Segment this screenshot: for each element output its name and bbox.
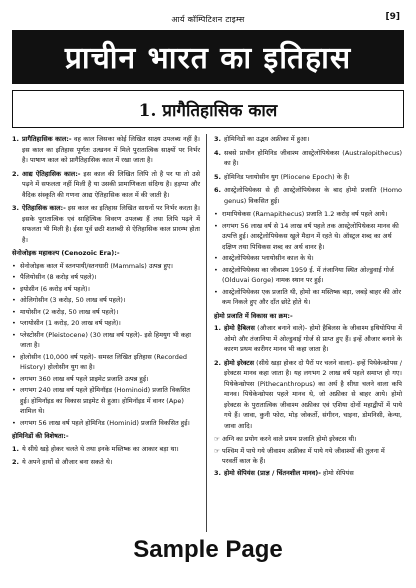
definition-item	[12, 134, 200, 166]
page-number: [9]	[385, 12, 400, 22]
list-item: • आस्ट्रेलोपिथेकस का जीवाश्म 1959 ई. में तंजानिया स्थित ओल्डुवाई गोर्ज (Olduvai Gorge) नामक स्थान पर हुई।	[214, 265, 402, 286]
chapter-title: 1. प्रागैतिहासिक काल	[138, 101, 278, 121]
item-number: 2.	[214, 358, 221, 367]
list-item: • ओलिगोसीन (3 करोड़, 50 लाख वर्ष पहले)।	[12, 295, 200, 306]
list-item: • पैलियोसीन (8 करोड़ वर्ष पहले)।	[12, 272, 200, 283]
item-text: सबसे प्राचीन होमिनिड जीवाश्म आस्ट्रेलोपिथेकस (Australopithecus) का है।	[224, 148, 402, 167]
list-item: • सेनोजोइक काल में स्तनपायी/स्तनधारी (Mammals) उत्पन्न हुए।	[12, 261, 200, 272]
list-item	[214, 468, 402, 479]
publication-name: आर्य कॉम्पिटिशन टाइम्स	[171, 15, 245, 24]
section-heading: होमिनिडों की विशेषता:-	[12, 432, 69, 440]
list-item	[214, 185, 402, 206]
left-column	[12, 134, 200, 471]
definition-item	[12, 203, 200, 245]
book-title: प्राचीन भारत का इतिहास	[64, 41, 352, 76]
right-column	[214, 134, 402, 481]
item-number: 2.	[12, 169, 19, 178]
definition-text: इस काल की लिखित लिपि तो है पर या तो उसे पढ़ने में सफलता नहीं मिली है या उसकी प्रामाणिकता संदिग्ध है। हड़प्पा और वैदिक संस्कृति की गणना आद्य ऐतिहासिक काल में की जाती है।	[22, 169, 200, 199]
sample-page-label: Sample Page	[133, 536, 283, 563]
list-item	[214, 358, 402, 432]
term: ऐतिहासिक काल:-	[22, 204, 66, 212]
list-item: • प्लायोसीन (1 करोड़, 20 लाख वर्ष पहले)।	[12, 318, 200, 329]
item-text: ये सीधे खड़े होकर चलते थे तथा इनके मस्तिष्क का आकार बड़ा था।	[22, 444, 179, 453]
pointer-note: ☞ अग्नि का प्रयोग करने वाले प्रथम प्रजाति होमो इरेक्टस थी।	[214, 434, 402, 445]
definition-item	[12, 169, 200, 201]
item-text: (औजार बनाने वाले)- होमो हैबिलस के जीवाश्म इथियोपिया में ओमो और तंजानिया में ओल्डुवाई गोर्ज से प्राप्त हुए हैं। इन्हें औजार बनाने के कारण प्रथम कारीगर मानव भी कहा जाता है।	[224, 324, 402, 353]
term: होमो सेपियंस (प्राज्ञ / चिंतनशील मानव)-	[224, 468, 321, 477]
list-item	[12, 457, 200, 468]
item-number: 3.	[214, 468, 221, 477]
list-item	[214, 148, 402, 169]
item-text: (सीधे खड़ा होकर दो पैरों पर चलने वाला)- इन्हें पिथेकेन्थ्रोपस / इरेक्टस मानव कहा जाता है। यह लगभग 2 लाख वर्ष पहले समाप्त हो गए। पिथेकेन्थ्रोपस (Pithecanthropus) का अर्थ है सीधा चलने वाला कपि मानव। पिथेकेन्थ्रोपस पहले मानव थे, जो अफ्रीका से बाहर आये। होमो इरेक्टस के पुरातात्विक जीवाश्म अफ्रीका एवं एशिया दोनों महाद्वीपों में पाये गये हैं। जावा, कुनी फोरा, मोड़ जोकर्तो, संगीरन, चाइना, डोमनिसी, केन्या, जावा आदि।	[224, 358, 402, 430]
list-item	[214, 172, 402, 183]
item-number: 5.	[214, 172, 221, 181]
list-item	[12, 444, 200, 455]
list-item: • आस्ट्रेलोपिथेकस प्लायोसीन काल के थे।	[214, 253, 402, 264]
item-text: होमिनिडों का उद्भव अफ्रीका में हुआ।	[224, 135, 310, 143]
item-number: 1.	[12, 135, 19, 143]
list-item	[214, 134, 402, 145]
definition-text: इस काल का इतिहास लिखित साधनों पर निर्भर करता है। इसके पुरातात्विक एवं साहित्यिक विवरण उपलब्ध हैं तथा लिपि पढ़ने में सफलता भी मिली है। ईसा पूर्व छठी शताब्दी से ऐतिहासिक काल प्रारम्भ होता है।	[22, 204, 200, 244]
list-item: • लगभग 360 लाख वर्ष पहले प्राइमेट प्रजाति उत्पन्न हुई।	[12, 374, 200, 385]
list-item: • लगभग 240 लाख वर्ष पहले होमिनॉइड (Hominoid) प्रजाति विकसित हुई। होमिनॉइड का विकास प्राइमेट से हुआ। होमिनॉइड में वानर (Ape) शामिल थे।	[12, 385, 200, 417]
item-number: 4.	[214, 148, 221, 157]
list-item: • होलोसीन (10,000 वर्ष पहले)- समस्त लिखित इतिहास (Recorded History) होलोसीन युग का है।	[12, 352, 200, 373]
list-item: • मायोसीन (2 करोड़, 50 लाख वर्ष पहले)।	[12, 307, 200, 318]
definition-text: वह काल जिसका कोई लिखित साक्ष्य उपलब्ध नहीं है। इस काल का इतिहास पूर्णतः उत्खनन में मिले पुरातात्विक साक्ष्यों पर निर्भर है। पाषाण काल को प्रागैतिहासिक काल में रखा जाता है।	[22, 135, 200, 164]
title-banner	[12, 30, 404, 84]
pointer-note: ☞ पश्चिम में पाये गये जीवाश्म अफ्रीका में पाये गये जीवाश्मों की तुलना में परवर्ती काल के हैं।	[214, 446, 402, 467]
section-heading: होमो प्रजाति में विकास का क्रम:-	[214, 311, 293, 320]
list-item: • प्लेस्टोसीन (Pleistocene) (30 लाख वर्ष पहले)- इसे हिमयुग भी कहा जाता है।	[12, 330, 200, 351]
item-text: होमिनिड प्लायोसीन युग (Pliocene Epoch) के हैं।	[224, 172, 350, 181]
item-text: आस्ट्रेलोपिथेकस से ही आस्ट्रेलोपिथेकस के बाद होमो प्रजाति (Homo genus) विकसित हुई।	[224, 186, 402, 205]
term: होमो हैबिलस	[224, 324, 255, 332]
item-number: 1.	[214, 324, 221, 332]
item-number: 3.	[214, 135, 221, 143]
page-header	[0, 0, 416, 28]
term: होमो इरेक्टस	[224, 358, 255, 367]
item-text: होमो सेपियंस	[320, 468, 354, 477]
section-heading: सेनोजोइक महाकल्प (Cenozoic Era):-	[12, 249, 120, 257]
list-item: • आस्ट्रेलोपिथेकस एक प्रजाति थी, होमो का मस्तिष्क बड़ा, जबड़े बाहर की ओर कम निकले हुए और दाँत छोटे होते थे।	[214, 287, 402, 308]
list-item: • इयोसीन (6 करोड़ वर्ष पहले)।	[12, 284, 200, 295]
item-number: 6.	[214, 186, 221, 194]
item-number: 3.	[12, 204, 19, 212]
chapter-box	[12, 90, 404, 128]
list-item: • लगभग 56 लाख वर्ष से 14 लाख वर्ष पहले तक आस्ट्रेलोपिथेकस मानव की उत्पत्ति हुई। आस्ट्रेलोपिथेकस खुले मैदान में रहते थे। ऑस्ट्रल शब्द का अर्थ दक्षिण तथा पिथिकस शब्द का अर्थ वानर है।	[214, 221, 402, 253]
list-item	[214, 323, 402, 355]
list-item: • लगभग 56 लाख वर्ष पहले होमिनिड (Hominid) प्रजाति विकसित हुई।	[12, 418, 200, 429]
item-number: 1.	[12, 444, 19, 453]
column-divider	[206, 134, 207, 532]
term: प्रागैतिहासिक काल:-	[22, 135, 72, 143]
term: आद्य ऐतिहासिक काल:-	[22, 169, 81, 178]
item-text: ये अपने हाथों से औजार बना सकते थे।	[22, 458, 113, 466]
list-item: • रामापिथेकस (Ramapithecus) प्रजाति 1.2 करोड़ वर्ष पहले आये।	[214, 209, 402, 220]
item-number: 2.	[12, 458, 19, 466]
